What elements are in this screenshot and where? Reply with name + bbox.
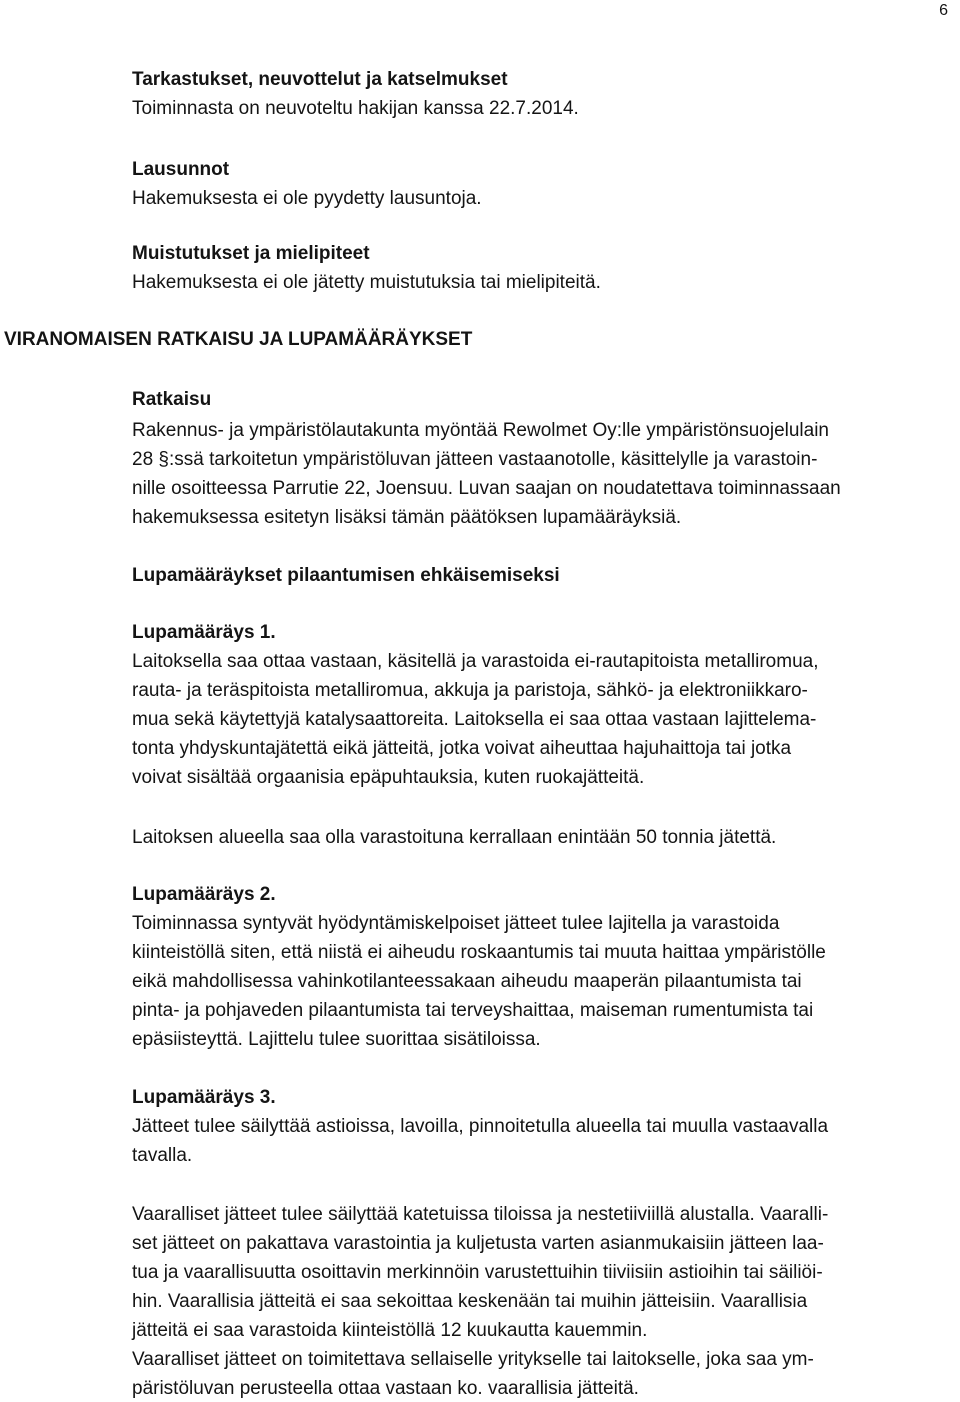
ratkaisu-line: hakemuksessa esitetyn lisäksi tämän päätöksen lupamääräyksiä. [132,507,682,528]
lupamaarays3-line: Jätteet tulee säilyttää astioissa, lavoilla, pinnoitetulla alueella tai muulla vastaavalla [132,1116,829,1137]
vaaralliset-line: jätteitä ei saa varastoida kiinteistöllä 12 kuukautta kauemmin. [132,1320,648,1341]
main-heading: VIRANOMAISEN RATKAISU JA LUPAMÄÄRÄYKSET [4,329,473,350]
lupamaarays1-line: mua sekä käytettyjä katalysaattoreita. Laitoksella ei saa ottaa vastaan lajittelema- [132,709,817,730]
lupamaarays3-line: tavalla. [132,1145,193,1166]
ratkaisu-line: Rakennus- ja ympäristölautakunta myöntää Rewolmet Oy:lle ympäristönsuojelulain [132,420,829,441]
vaaralliset-line: hin. Vaarallisia jätteitä ei saa sekoittaa keskenään tai muihin jätteisiin. Vaarallisia [132,1291,808,1312]
vaaralliset-line: tua ja vaarallisuutta osoittavin merkinnöin varustettuihin tiiviisiin astioihin tai säiliöi- [132,1262,823,1283]
lupamaarays3-heading: Lupamääräys 3. [132,1087,276,1108]
lupamaarays1-line: tonta yhdyskuntajätettä eikä jätteitä, jotka voivat aiheuttaa hajuhaittoja tai jotka [132,738,792,759]
lupamaarays1-extra: Laitoksen alueella saa olla varastoituna kerrallaan enintään 50 tonnia jätettä. [132,827,777,848]
ratkaisu-line: 28 §:ssä tarkoitetun ympäristöluvan jätteen vastaanotolle, käsittelylle ja varastoin- [132,449,818,470]
ratkaisu-heading: Ratkaisu [132,389,212,410]
lupamaarays1-line: Laitoksella saa ottaa vastaan, käsitellä ja varastoida ei-rautapitoista metalliromua, [132,651,819,672]
lupamaarays1-line: voivat sisältää orgaanisia epäpuhtauksia, kuten ruokajätteitä. [132,767,645,788]
lupamaarays2-line: kiinteistöllä siten, että niistä ei aiheudu roskaantumis tai muuta haittaa ympäristölle [132,942,826,963]
section-text-lausunnot: Hakemuksesta ei ole pyydetty lausuntoja. [132,188,482,209]
lupamaarays1-heading: Lupamääräys 1. [132,622,276,643]
lupamaarays2-line: eikä mahdollisessa vahinkotilanteessakaan aiheudu maaperän pilaantumista tai [132,971,802,992]
lupamaarays2-line: epäsiisteyttä. Lajittelu tulee suorittaa sisätiloissa. [132,1029,541,1050]
vaaralliset-line: Vaaralliset jätteet on toimitettava sellaiselle yritykselle tai laitokselle, joka saa ym- [132,1349,814,1370]
section-text-tarkastukset: Toiminnasta on neuvoteltu hakijan kanssa 22.7.2014. [132,98,579,119]
section-heading-tarkastukset: Tarkastukset, neuvottelut ja katselmukset [132,69,508,90]
lupamaarays1-line: rauta- ja teräspitoista metalliromua, akkuja ja paristoja, sähkö- ja elektroniikkaro- [132,680,808,701]
vaaralliset-line: päristöluvan perusteella ottaa vastaan ko. vaarallisia jätteitä. [132,1378,639,1399]
lupamaarays2-line: Toiminnassa syntyvät hyödyntämiskelpoiset jätteet tulee lajitella ja varastoida [132,913,780,934]
ratkaisu-line: nille osoitteessa Parrutie 22, Joensuu. Luvan saajan on noudatettava toiminnassaan [132,478,841,499]
section-heading-muistutukset: Muistutukset ja mielipiteet [132,243,370,264]
lupamaarays2-line: pinta- ja pohjaveden pilaantumista tai terveyshaittaa, maiseman rumentumista tai [132,1000,814,1021]
lupamaaraykset-heading: Lupamääräykset pilaantumisen ehkäisemiseksi [132,565,560,586]
vaaralliset-line: set jätteet on pakattava varastointia ja kuljetusta varten asianmukaisiin jätteen laa- [132,1233,824,1254]
page-number: 6 [939,2,948,19]
vaaralliset-line: Vaaralliset jätteet tulee säilyttää katetuissa tiloissa ja nestetiiviillä alustalla. Vaaralli- [132,1204,829,1225]
section-text-muistutukset: Hakemuksesta ei ole jätetty muistutuksia tai mielipiteitä. [132,272,601,293]
section-heading-lausunnot: Lausunnot [132,159,230,180]
lupamaarays2-heading: Lupamääräys 2. [132,884,276,905]
